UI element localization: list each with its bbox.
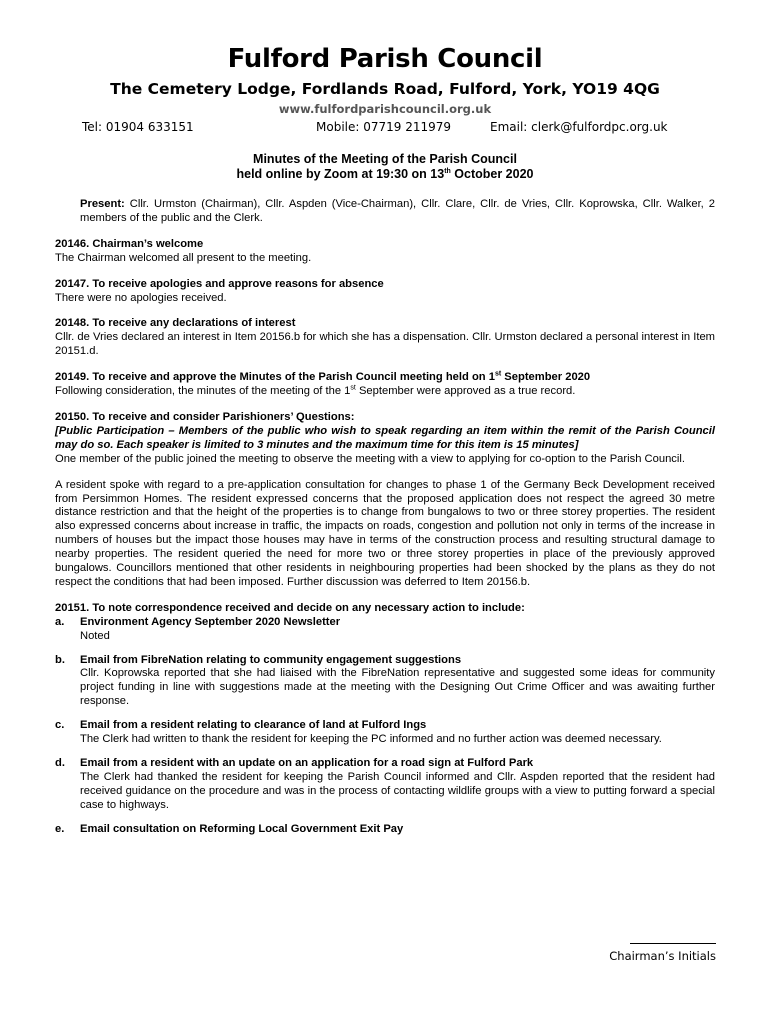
item-heading: 20149. To receive and approve the Minutes of the Parish Council meeting held on 1st September 2020 bbox=[55, 370, 591, 384]
item-20148 bbox=[55, 317, 715, 359]
sub-item-e: e. Email consultation on Reforming Local Government Exit Pay bbox=[55, 822, 404, 835]
sub-item-b: b. Email from FibreNation relating to community engagement suggestions Cllr. Koprowska reported that she had liaised with the FibreNation representative and suggested some ideas for community project funding in line with suggestions made at the meeting with the Designing Out Crime Officer and was awaiting further response. bbox=[55, 653, 715, 708]
item-20149 bbox=[55, 371, 715, 399]
item-20151 bbox=[55, 602, 715, 837]
council-name: Fulford Parish Council bbox=[227, 44, 543, 74]
item-20146 bbox=[55, 238, 715, 266]
item-body: Cllr. de Vries declared an interest in Item 20156.b for which she has a dispensation. Cllr. Urmston declared a personal interest in Item 20151.d. bbox=[55, 331, 715, 358]
initials-signature-line bbox=[630, 943, 716, 944]
item-body: The Chairman welcomed all present to the meeting. bbox=[55, 251, 312, 264]
item-heading: 20147. To receive apologies and approve reasons for absence bbox=[55, 277, 384, 290]
council-address: The Cemetery Lodge, Fordlands Road, Fulford, York, YO19 4QG bbox=[110, 80, 660, 98]
council-website[interactable]: www.fulfordparishcouncil.org.uk bbox=[278, 102, 492, 116]
item-body: There were no apologies received. bbox=[55, 291, 227, 304]
item-heading: 20148. To receive any declarations of interest bbox=[55, 317, 296, 330]
present-list: Present: Cllr. Urmston (Chairman), Cllr. Aspden (Vice-Chairman), Cllr. Clare, Cllr. de Vries, Cllr. Koprowska, Cllr. Walker, 2 members of the public and the Clerk. bbox=[80, 198, 715, 224]
public-participation-note: [Public Participation – Members of the public who wish to speak regarding an item within the remit of the Parish Council may do so. Each speaker is limited to 3 minutes and the maximum time for this item is 15 minutes] bbox=[55, 424, 715, 451]
item-heading: 20150. To receive and consider Parishioners’ Questions: bbox=[55, 410, 355, 423]
item-20150 bbox=[55, 411, 715, 590]
sub-item-body: Noted bbox=[80, 629, 110, 642]
mobile: Mobile: 07719 211979 bbox=[316, 120, 452, 134]
sub-item-body: The Clerk had written to thank the resident for keeping the PC informed and no further action was deemed necessary. bbox=[80, 733, 662, 746]
sub-item-c: c. Email from a resident relating to clearance of land at Fulford Ings The Clerk had written to thank the resident for keeping the PC informed and no further action was deemed necessary. bbox=[55, 719, 715, 747]
sub-item-body: The Clerk had thanked the resident for keeping the Parish Council informed and Cllr. Aspden reported that the resident had received guidance on the procedure and was in the process of contacting wildlife groups with a view to putting forward a special case to highways. bbox=[80, 770, 715, 811]
meeting-heading-line2: held online by Zoom at 19:30 on 13th October 2020 bbox=[236, 167, 534, 181]
item-body: Following consideration, the minutes of the meeting of the 1st September were approved as a true record. bbox=[55, 384, 576, 398]
meeting-heading-line1: Minutes of the Meeting of the Parish Council bbox=[253, 152, 517, 166]
sub-item-a: a. Environment Agency September 2020 Newsletter Noted bbox=[55, 616, 715, 644]
item-heading: 20146. Chairman’s welcome bbox=[55, 237, 204, 250]
item-body: One member of the public joined the meeting to observe the meeting with a view to applying for co-option to the Parish Council. bbox=[55, 452, 685, 465]
item-heading: 20151. To note correspondence received and decide on any necessary action to include: bbox=[55, 601, 525, 614]
minutes-body bbox=[55, 198, 715, 837]
sub-item-d: d. Email from a resident with an update on an application for a road sign at Fulford Park The Clerk had thanked the resident for keeping the Parish Council informed and Cllr. Aspden reported that the resident had received guidance on the procedure and was in the process of contacting wildlife groups with a view to putting forward a special case to highways. bbox=[55, 757, 715, 811]
chairmans-initials-label: Chairman’s Initials bbox=[609, 949, 716, 963]
sub-item-body: Cllr. Koprowska reported that she had liaised with the FibreNation representative and suggested some ideas for community project funding in line with suggestions made at the meeting with the Designing Out Crime Officer and was awaiting further response. bbox=[80, 667, 715, 708]
item-body: A resident spoke with regard to a pre-application consultation for changes to phase 1 of the Germany Beck Development received from Persimmon Homes. The resident expressed concerns that the proposed application does not respect the agreed 30 metre distance restriction and that the height of the properties is to change from bungalows to two or three storey properties. The resident also expressed concerns about increase in traffic, the impacts on roads, congestion and pollution not only in terms of the increase in numbers of houses but the impact those houses may have in terms of the construction process and resulting structural damage to nearby properties. The resident queried the need for more two or three storey properties in place of the previously approved bungalows. Councillors mentioned that other residents in neighbouring properties had been shocked by the plans as they do not respect the conditions that had been imposed. Further discussion was deferred to Item 20156.b. bbox=[55, 478, 715, 588]
item-20147 bbox=[55, 278, 715, 306]
meeting-heading bbox=[0, 152, 770, 182]
email[interactable]: Email: clerk@fulfordpc.org.uk bbox=[490, 120, 668, 134]
telephone: Tel: 01904 633151 bbox=[82, 120, 194, 134]
